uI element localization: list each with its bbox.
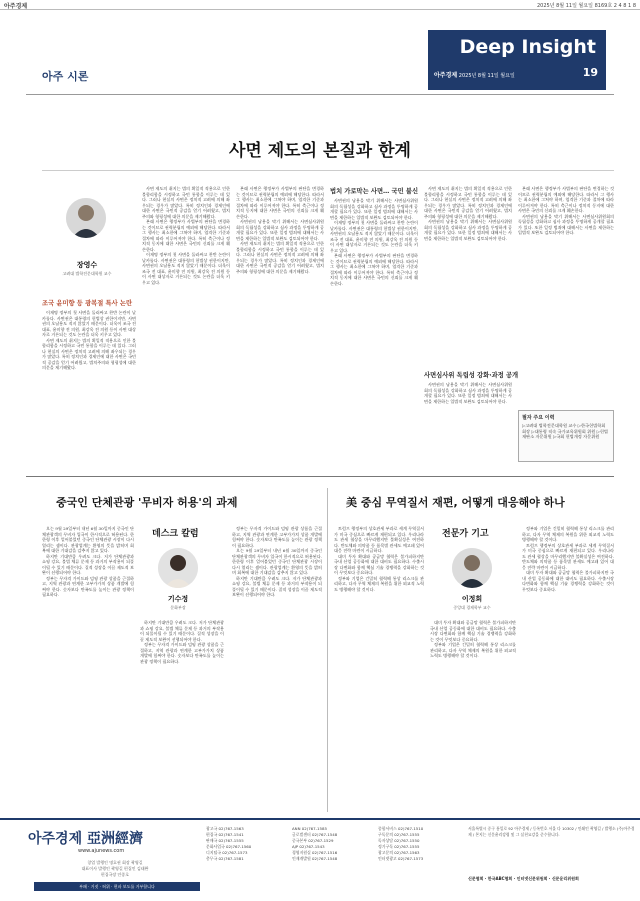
op2-paragraph: 정부는 무자격 가이드와 덤핑 관광 상품을 근절하고, 지역 관광과 연계한 고부가가치 상품 개발에 힘써야 한다. 숫자보다 만족도를 높이는 관광 정책이 필요하다. (232, 526, 322, 548)
footer-publisher-info: 서울특별시 중구 통일로 92 아주경제 / 등록번호 서울 다 10302 / 인쇄인 곽영길 / 발행소 (주)아주경제 / 본지는 신문윤리강령 및 그 실천요강을 준수합니다. (468, 826, 635, 837)
dir-entry: 광고문의 02)767-1563 (378, 850, 420, 855)
dir-entry: ANN 02)767-1585 (292, 826, 327, 831)
op1-paragraph: 사면 제도의 취지는 법의 획일적 적용으로 인한 불합리함을 시정하고 국민 통합을 이루는 데 있다. 그러나 현실의 사면은 정치적 고려에 의해 좌우되는 경우가 많았다. 특히 정치인과 경제인에 대한 사면은 국민적 공감을 얻기 어려웠고, 법치주의와 형평성에 대한 의문을 제기해왔다. (142, 186, 230, 219)
op1-column-5 (424, 186, 512, 362)
op3-author (432, 594, 512, 611)
op2-headline: 중국인 단체관광 '무비자 허용'의 과제 (56, 496, 238, 509)
op2-author (140, 594, 216, 611)
directory-col-1 (206, 826, 290, 862)
footer-url[interactable]: www.ajunews.com (78, 848, 125, 854)
op1-paragraph: 사면권의 남용을 막기 위해서는 사면심사위원회의 독립성을 강화하고 심사 과정을 투명하게 공개할 필요가 있다. 또한 일정 범죄에 대해서는 사면을 제한하는 입법적 보완도 검토되어야 한다. (236, 219, 324, 241)
dir-entry: 총무국 02)767-1581 (206, 856, 244, 861)
top-meta: 2025년 8월 11일 월요일 8169호 2 4 8 1 8 (536, 3, 636, 9)
dir-entry: 디지털국 02)767-1573 (206, 850, 248, 855)
footer-pledge: 부패 · 거짓 · 허위 · 편파 보도를 거부합니다 (34, 882, 200, 891)
op1-headline: 사면 제도의 본질과 한계 (229, 141, 411, 161)
op1-author-name: 장영수 (76, 261, 98, 269)
dir-entry: 정기구독 02)767-1555 (378, 844, 420, 849)
op3-column-2 (430, 620, 516, 812)
dir-entry: 인재개발원 02)767-1548 (292, 856, 338, 861)
dir-entry: 중국본부 02)767-1529 (292, 838, 334, 843)
op1-column-1 (42, 310, 136, 462)
footer-member-logos: 신문협회 · 한국ABC협회 · 인터넷신문위원회 · 신문윤리위원회 (468, 876, 579, 881)
op1-headline-rule (42, 170, 614, 171)
dir-entry: 문화사업국 02)767-1560 (206, 844, 252, 849)
op1-paragraph: 사면 제도의 취지는 법의 획일적 적용으로 인한 불합리함을 시정하고 국민 통합을 이루는 데 있다. 그러나 현실의 사면은 정치적 고려에 의해 좌우되는 경우가 많았다. 특히 정치인과 경제인에 대한 사면은 국민적 공감을 얻기 어려웠고, 법치주의와 형평성에 대한 의문을 제기해왔다. (42, 337, 136, 370)
op1-bio-box (518, 410, 614, 462)
dir-entry: 종합서비스 02)767-1510 (378, 826, 424, 831)
op2-paragraph: 정부는 무자격 가이드와 덤핑 관광 상품을 근절하고, 지역 관광과 연계한 고부가가치 상품 개발에 힘써야 한다. 숫자보다 만족도를 높이는 관광 정책이 필요하다. (140, 642, 224, 664)
article-vdivider (327, 488, 328, 812)
op3-paragraph: 대미 투자 확대와 공급망 협력은 불가피하지만 국내 산업 공동화에 대한 대비도 필요하다. 수출시장 다변화와 함께 핵심 기술 경쟁력을 강화하는 것이 무엇보다 중요하다. (522, 570, 614, 592)
op1-column-7 (518, 186, 614, 406)
op3-column-3 (522, 526, 614, 812)
section-label: 아주 시론 (42, 70, 89, 83)
op1-paragraph: 사면권의 남용을 막기 위해서는 사면심사위원회의 독립성을 강화하고 심사 과정을 투명하게 공개할 필요가 있다. 또한 일정 범죄에 대해서는 사면을 제한하는 입법적 보완도 검토되어야 한다. (424, 382, 512, 404)
op3-paragraph: 정부와 기업은 긴밀히 협력해 통상 리스크를 관리하고, 다자 무역 체제의 복원을 위한 외교적 노력도 병행해야 할 것이다. (334, 575, 424, 592)
op1-author-affil: 고려대 법학전문대학원 교수 (62, 271, 112, 276)
op3-paragraph: 트럼프 행정부의 상호관세 부과로 세계 무역질서가 미국 중심으로 빠르게 재편되고 있다. 우리나라도 관세 협상을 마무리했지만 불확실성은 여전하다. 반도체와 의약품 등 품목별 관세도 예고돼 있어 대응 전략 마련이 시급하다. (522, 542, 614, 570)
op1-paragraph: 이재명 정부의 첫 사면을 둘러싸고 찬반 논란이 날카롭다. 사면권은 대통령의 헌법상 권한이지만, 사면권의 오남용도 적지 않았기 때문이다. 더욱이 조국 전 대표, 윤미향 전 의원, 최강욱 전 의원 등이 사면 대상자로 거론되는 것도 논란을 더욱 키우고 있다. (330, 220, 418, 253)
op1-author (42, 260, 132, 277)
op3-paragraph: 대미 투자 확대와 공급망 협력은 불가피하지만 국내 산업 공동화에 대한 대비도 필요하다. 수출시장 다변화와 함께 핵심 기술 경쟁력을 강화하는 것이 무엇보다 중요하다. (334, 553, 424, 575)
op3-author-photo (452, 548, 492, 588)
op1-column-3 (236, 186, 324, 462)
op2-author-photo (158, 548, 198, 588)
op3-headline: 美 중심 무역질서 재편, 어떻게 대응해야 하나 (346, 496, 565, 509)
op2-paragraph: 오는 9월 29일부터 내년 6월 30일까지 중국인 단체관광객의 무비자 입국이 한시적으로 허용된다. 한한령 이후 얼어붙었던 중국인 단체관광 시장이 다시 열리는 셈이다. 관광업계는 환영의 뜻을 밝히며 회복에 대한 기대감을 감추지 않고 있다. (42, 526, 134, 553)
op1-paragraph: 사면권의 남용을 막기 위해서는 사면심사위원회의 독립성을 강화하고 심사 과정을 투명하게 공개할 필요가 있다. 또한 일정 범죄에 대해서는 사면을 제한하는 입법적 보완도 검토되어야 한다. (330, 198, 418, 220)
op1-paragraph: 사면 제도의 취지는 법의 획일적 적용으로 인한 불합리함을 시정하고 국민 통합을 이루는 데 있다. 그러나 현실의 사면은 정치적 고려에 의해 좌우되는 경우가 많았다. 특히 정치인과 경제인에 대한 사면은 국민적 공감을 얻기 어려웠고, 법치주의와 형평성에 대한 의문을 제기해왔다. (424, 186, 512, 219)
op1-paragraph: 본래 사면은 행정부가 사법부의 판단을 변경하는 것이므로 권력분립의 예외에 해당한다. 따라서 그 행사는 최소한에 그쳐야 하며, 엄격한 기준과 절차에 따라 이루어져야 한다. 특히 측근이나 정치적 동지에 대한 사면은 국민의 신뢰를 크게 훼손한다. (236, 186, 324, 219)
op1-paragraph: 본래 사면은 행정부가 사법부의 판단을 변경하는 것이므로 권력분립의 예외에 해당한다. 따라서 그 행사는 최소한에 그쳐야 하며, 엄격한 기준과 절차에 따라 이루어져야 한다. 특히 측근이나 정치적 동지에 대한 사면은 국민의 신뢰를 크게 훼손한다. (142, 219, 230, 252)
dir-entry: 광고국 02)767-1563 (206, 826, 244, 831)
op2-author-name: 기수정 (167, 595, 189, 603)
footer-logo: 아주경제 亞洲經濟 (28, 831, 143, 847)
top-logo: 아주경제 (4, 3, 28, 10)
op2-kicker: 데스크 칼럼 (152, 529, 199, 539)
footer-masthead (66, 860, 164, 878)
op2-column-1 (42, 526, 134, 812)
op1-column-2 (142, 186, 230, 462)
op1-column-6 (424, 382, 512, 462)
op2-paragraph: 오는 9월 29일부터 내년 6월 30일까지 중국인 단체관광객의 무비자 입국이 한시적으로 허용된다. 한한령 이후 얼어붙었던 중국인 단체관광 시장이 다시 열리는 셈이다. 관광업계는 환영의 뜻을 밝히며 회복에 대한 기대감을 감추지 않고 있다. (232, 548, 322, 575)
op2-paragraph: 정부는 무자격 가이드와 덤핑 관광 상품을 근절하고, 지역 관광과 연계한 고부가가치 상품 개발에 힘써야 한다. 숫자보다 만족도를 높이는 관광 정책이 필요하다. (42, 575, 134, 597)
op3-paragraph: 대미 투자 확대와 공급망 협력은 불가피하지만 국내 산업 공동화에 대한 대비도 필요하다. 수출시장 다변화와 함께 핵심 기술 경쟁력을 강화하는 것이 무엇보다 중요하다. (430, 620, 516, 642)
directory-col-3 (378, 826, 464, 862)
banner-paper: 아주경제 (434, 72, 458, 79)
op2-paragraph: 하지만 기대만큼 우려도 크다. 저가 단체관광과 쇼핑 강요, 불법 체류 문제 등 과거의 부작용이 되풀이될 수 있기 때문이다. 질적 성장을 이끌 제도적 보완이 선행되어야 한다. (232, 575, 322, 597)
op1-paragraph: 사면 제도의 취지는 법의 획일적 적용으로 인한 불합리함을 시정하고 국민 통합을 이루는 데 있다. 그러나 현실의 사면은 정치적 고려에 의해 좌우되는 경우가 많았다. 특히 정치인과 경제인에 대한 사면은 국민적 공감을 얻기 어려웠고, 법치주의와 형평성에 대한 의문을 제기해왔다. (236, 241, 324, 274)
directory-col-2 (292, 826, 376, 862)
op3-paragraph: 정부와 기업은 긴밀히 협력해 통상 리스크를 관리하고, 다자 무역 체제의 복원을 위한 외교적 노력도 병행해야 할 것이다. (522, 526, 614, 542)
op1-paragraph: 사면권의 남용을 막기 위해서는 사면심사위원회의 독립성을 강화하고 심사 과정을 투명하게 공개할 필요가 있다. 또한 일정 범죄에 대해서는 사면을 제한하는 입법적 보완도 검토되어야 한다. (518, 213, 614, 235)
dir-entry: 구독문의 02)767-1555 (378, 832, 420, 837)
op2-column-3 (232, 526, 322, 812)
op1-subhead-2: 법치 가로막는 사면… 국민 불신 (330, 188, 419, 195)
top-strip (0, 0, 640, 10)
op1-author-photo (66, 198, 106, 238)
banner-date: 2025년 8월 11일 월요일 (458, 73, 515, 79)
dir-entry: 경영지원실 02)767-1516 (292, 850, 338, 855)
masthead-line: 편집국장 안종호 (100, 872, 130, 877)
op3-column-1 (334, 526, 424, 812)
op1-bio-text: ▷고려대 법학전문대학원 교수 ▷한국헌법학회 회장 ▷대통령 직속 국가교육위원회 위원 ▷헌법재판소 자문위원 ▷국회 헌법개정 자문위원 (522, 423, 608, 439)
op3-author-affil: 중앙대 경제학부 교수 (453, 605, 491, 610)
op2-paragraph: 하지만 기대만큼 우려도 크다. 저가 단체관광과 쇼핑 강요, 불법 체류 문제 등 과거의 부작용이 되풀이될 수 있기 때문이다. 질적 성장을 이끌 제도적 보완이 선행되어야 한다. (140, 620, 224, 642)
op2-author-affil: 문화부장 (170, 605, 186, 610)
dir-entry: 편집국 02)767-1541 (206, 832, 244, 837)
op1-paragraph: 본래 사면은 행정부가 사법부의 판단을 변경하는 것이므로 권력분립의 예외에 해당한다. 따라서 그 행사는 최소한에 그쳐야 하며, 엄격한 기준과 절차에 따라 이루어져야 한다. 특히 측근이나 정치적 동지에 대한 사면은 국민의 신뢰를 크게 훼손한다. (330, 253, 418, 286)
dir-entry: 독자상담 02)767-1550 (378, 838, 420, 843)
masthead-line: 창업 발행인 명호권 회장 곽영길 (87, 860, 143, 865)
op3-kicker: 전문가 기고 (442, 529, 489, 539)
op3-paragraph: 정부와 기업은 긴밀히 협력해 통상 리스크를 관리하고, 다자 무역 체제의 복원을 위한 외교적 노력도 병행해야 할 것이다. (430, 642, 516, 658)
deep-insight-banner (428, 30, 606, 90)
masthead-line: 대표이사 발행인 곽영길 편집인 김태완 (81, 866, 149, 871)
op3-paragraph: 트럼프 행정부의 상호관세 부과로 세계 무역질서가 미국 중심으로 빠르게 재편되고 있다. 우리나라도 관세 협상을 마무리했지만 불확실성은 여전하다. 반도체와 의약품 등 품목별 관세도 예고돼 있어 대응 전략 마련이 시급하다. (334, 526, 424, 553)
dir-entry: AJP 02)767-1543 (292, 844, 325, 849)
page-number: 19 (582, 66, 598, 79)
op2-column-2 (140, 620, 224, 812)
op1-subhead-3: 사면심사위 독립성 강화·과정 공개 (424, 372, 519, 379)
op1-column-4 (330, 198, 418, 462)
op2-paragraph: 하지만 기대만큼 우려도 크다. 저가 단체관광과 쇼핑 강요, 불법 체류 문제 등 과거의 부작용이 되풀이될 수 있기 때문이다. 질적 성장을 이끌 제도적 보완이 선행되어야 한다. (42, 553, 134, 575)
op1-paragraph: 이재명 정부의 첫 사면을 둘러싸고 찬반 논란이 날카롭다. 사면권은 대통령의 헌법상 권한이지만, 사면권의 오남용도 적지 않았기 때문이다. 더욱이 조국 전 대표, 윤미향 전 의원, 최강욱 전 의원 등이 사면 대상자로 거론되는 것도 논란을 더욱 키우고 있다. (142, 252, 230, 285)
header-rule (26, 94, 614, 95)
dir-entry: 글로벌센터 02)767-1548 (292, 832, 338, 837)
section-divider (26, 476, 614, 477)
dir-entry: 판매국 02)767-1555 (206, 838, 244, 843)
banner-title: Deep Insight (459, 36, 596, 58)
dir-entry: 인터넷광고 02)767-1573 (378, 856, 424, 861)
op1-paragraph: 사면권의 남용을 막기 위해서는 사면심사위원회의 독립성을 강화하고 심사 과정을 투명하게 공개할 필요가 있다. 또한 일정 범죄에 대해서는 사면을 제한하는 입법적 보완도 검토되어야 한다. (424, 219, 512, 241)
op3-author-name: 이정희 (461, 595, 483, 603)
op1-paragraph: 이재명 정부의 첫 사면을 둘러싸고 찬반 논란이 날카롭다. 사면권은 대통령의 헌법상 권한이지만, 사면권의 오남용도 적지 않았기 때문이다. 더욱이 조국 전 대표, 윤미향 전 의원, 최강욱 전 의원 등이 사면 대상자로 거론되는 것도 논란을 더욱 키우고 있다. (42, 310, 136, 337)
op1-subhead-1: 조국 윤미향 등 광복절 특사 논란 (42, 300, 133, 307)
op1-bio-title: 필자 주요 이력 (522, 415, 555, 421)
banner-meta (434, 70, 515, 79)
footer (0, 818, 640, 898)
op1-paragraph: 본래 사면은 행정부가 사법부의 판단을 변경하는 것이므로 권력분립의 예외에 해당한다. 따라서 그 행사는 최소한에 그쳐야 하며, 엄격한 기준과 절차에 따라 이루어져야 한다. 특히 측근이나 정치적 동지에 대한 사면은 국민의 신뢰를 크게 훼손한다. (518, 186, 614, 213)
